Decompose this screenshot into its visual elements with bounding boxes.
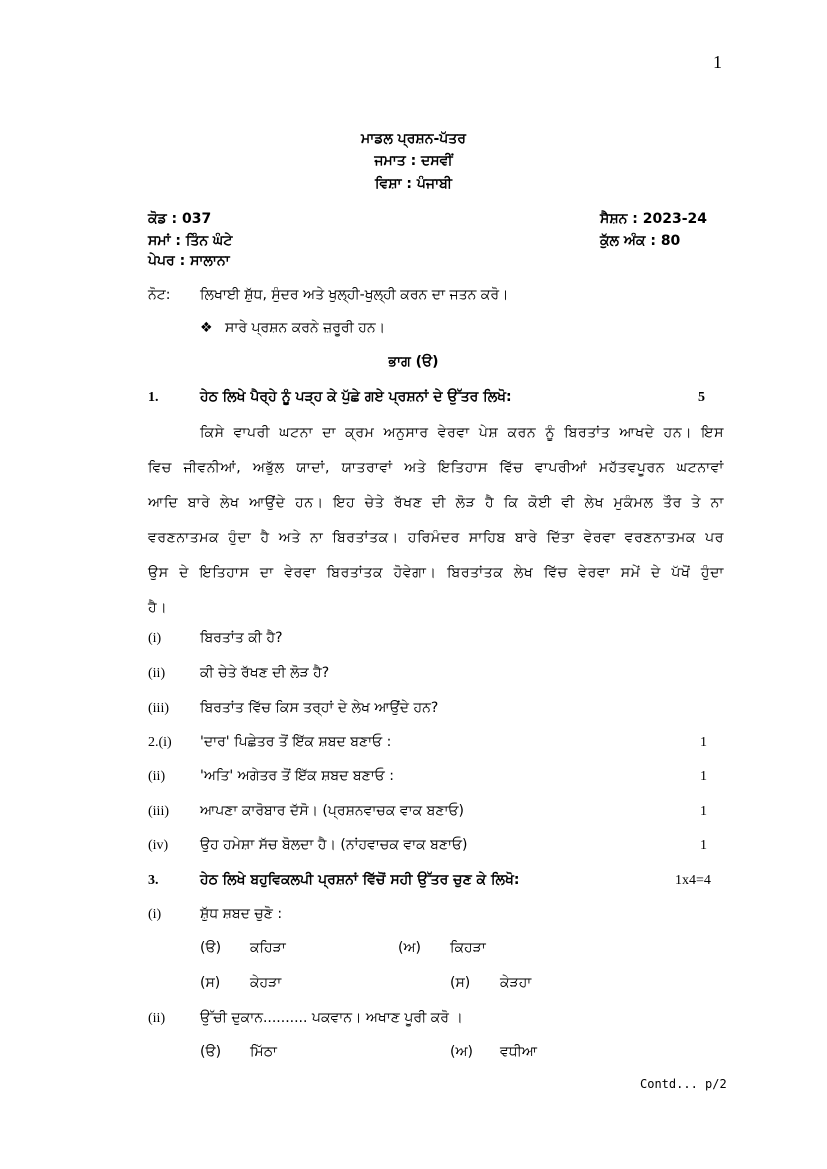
note-text: ਲਿਖਾਈ ਸ਼ੁੱਧ, ਸੁੰਦਰ ਅਤੇ ਖੁਲ੍ਹੀ-ਖੁਲ੍ਹੀ ਕਰਨ ਦਾ ਜਤਨ ਕਰੋ। (200, 287, 509, 303)
q2-text: ਉਹ ਹਮੇਸ਼ਾ ਸੱਚ ਬੋਲਦਾ ਹੈ। (ਨਾਂਹਵਾਚਕ ਵਾਕ ਬਣਾਓ) (200, 837, 468, 853)
option-label: (ੳ) (200, 940, 222, 956)
option-label: (ਅ) (398, 940, 421, 956)
q2-label: (iii) (148, 804, 169, 819)
option-label: (ਸ) (200, 975, 221, 991)
bullet-icon: ❖ (200, 320, 213, 336)
q2-label: (iv) (148, 838, 169, 853)
q3-text: ਹੇਠ ਲਿਖੇ ਬਹੁਵਿਕਲਪੀ ਪ੍ਰਸ਼ਨਾਂ ਵਿੱਚੋਂ ਸਹੀ ਉੱਤਰ ਚੁਣ ਕੇ ਲਿਖੋ: (200, 872, 520, 888)
q2-text: 'ਦਾਰ' ਪਿਛੇਤਰ ਤੋਂ ਇੱਕ ਸ਼ਬਦ ਬਣਾਓ : (200, 734, 392, 750)
paper-type: ਪੇਪਰ : ਸਾਲਾਨਾ (148, 253, 230, 269)
note-label: ਨੋਟ: (148, 287, 171, 303)
q1-sub-text: ਬਿਰਤਾਂਤ ਵਿੱਚ ਕਿਸ ਤਰ੍ਹਾਂ ਦੇ ਲੇਖ ਆਉਂਦੇ ਹਨ? (200, 700, 439, 716)
total-marks: ਕੁੱਲ ਅੰਕ : 80 (600, 233, 681, 249)
q2-text: 'ਅਤਿ' ਅਗੇਤਰ ਤੋਂ ਇੱਕ ਸ਼ਬਦ ਬਣਾਓ : (200, 768, 394, 784)
q3-marks: 1x4=4 (675, 873, 711, 888)
q2-label: (ii) (148, 769, 166, 784)
option-text: ਕੇੜਹਾ (500, 975, 532, 991)
page-number: 1 (713, 52, 722, 72)
q2-marks: 1 (700, 769, 707, 784)
q1-text: ਹੇਠ ਲਿਖੇ ਪੈਰ੍ਹੇ ਨੂੰ ਪੜ੍ਹ ਕੇ ਪੁੱਛੇ ਗਏ ਪ੍ਰਸ਼ਨਾਂ ਦੇ ਉੱਤਰ ਲਿਖੋ: (200, 389, 512, 405)
option-label: (ੳ) (200, 1044, 222, 1060)
option-text: ਕਹਿੜਾ (250, 940, 286, 956)
session: ਸੈਸ਼ਨ : 2023-24 (600, 211, 708, 227)
q3-number: 3. (148, 873, 159, 888)
continued-note: Contd... p/2 (640, 1077, 727, 1091)
q3-sub-label: (i) (148, 907, 162, 922)
q1-sub-label: (i) (148, 631, 162, 646)
q1-marks: 5 (698, 390, 705, 405)
subject-line: ਵਿਸ਼ਾ : ਪੰਜਾਬੀ (374, 176, 453, 192)
q2-marks: 1 (700, 735, 707, 750)
option-text: ਵਧੀਆ (500, 1044, 538, 1060)
q1-sub-text: ਕੀ ਚੇਤੇ ਰੱਖਣ ਦੀ ਲੋੜ ਹੈ? (200, 665, 330, 681)
q1-sub-label: (iii) (148, 701, 169, 716)
q1-sub-label: (ii) (148, 666, 166, 681)
note-bullet-text: ਸਾਰੇ ਪ੍ਰਸ਼ਨ ਕਰਨੇ ਜ਼ਰੂਰੀ ਹਨ। (225, 320, 386, 336)
q3-sub-text: ਉੱਚੀ ਦੁਕਾਨ.......... ਪਕਵਾਨ। ਅਖਾਣ ਪੂਰੀ ਕਰੋ । (200, 1010, 463, 1026)
paper-title: ਮਾਡਲ ਪ੍ਰਸ਼ਨ-ਪੱਤਰ (361, 131, 466, 147)
q1-sub-text: ਬਿਰਤਾਂਤ ਕੀ ਹੈ? (200, 630, 283, 646)
q2-label: 2.(i) (148, 735, 172, 750)
option-label: (ਸ) (450, 975, 471, 991)
paper-code: ਕੋਡ : 037 (148, 211, 212, 227)
q2-marks: 1 (700, 838, 707, 853)
q1-number: 1. (148, 390, 159, 405)
section-heading: ਭਾਗ (ੳ) (388, 354, 439, 370)
q3-sub-label: (ii) (148, 1011, 166, 1026)
option-label: (ਅ) (450, 1044, 473, 1060)
option-text: ਮਿੱਠਾ (250, 1044, 277, 1060)
q2-marks: 1 (700, 804, 707, 819)
q2-text: ਆਪਣਾ ਕਾਰੋਬਾਰ ਦੱਸੋ। (ਪ੍ਰਸ਼ਨਵਾਚਕ ਵਾਕ ਬਣਾਓ) (200, 803, 464, 819)
q1-passage: ਕਿਸੇ ਵਾਪਰੀ ਘਟਨਾ ਦਾ ਕ੍ਰਮ ਅਨੁਸਾਰ ਵੇਰਵਾ ਪੇਸ਼ ਕਰਨ ਨੂੰ ਬਿਰਤਾਂਤ ਆਖਦੇ ਹਨ। ਇਸ ਵਿਚ ਜੀਵਨੀਆਂ, ਅਭੁੱਲ ਯਾਦਾਂ, ਯਾਤਰਾਵਾਂ ਅਤੇ ਇਤਿਹਾਸ ਵਿੱਚ ਵਾਪਰੀਆਂ ਮਹੱਤਵਪੂਰਨ ਘਟਨਾਵਾਂ ਆਦਿ ਬਾਰੇ ਲੇਖ ਆਉਂਦੇ ਹਨ। ਇਹ ਚੇਤੇ ਰੱਖਣ ਦੀ ਲੋੜ ਹੈ ਕਿ ਕੋਈ ਵੀ ਲੇਖ ਮੁਕੰਮਲ ਤੌਰ ਤੇ ਨਾ ਵਰਣਨਾਤਮਕ ਹੁੰਦਾ ਹੈ ਅਤੇ ਨਾ ਬਿਰਤਾਂਤਕ। ਹਰਿਮੰਦਰ ਸਾਹਿਬ ਬਾਰੇ ਦਿੱਤਾ ਵੇਰਵਾ ਵਰਣਨਾਤਮਕ ਪਰ ਉਸ ਦੇ ਇਤਿਹਾਸ ਦਾ ਵੇਰਵਾ ਬਿਰਤਾਂਤਕ ਹੋਵੇਗਾ। ਬਿਰਤਾਂਤਕ ਲੇਖ ਵਿੱਚ ਵੇਰਵਾ ਸਮੇਂ ਦੇ ਪੱਖੋਂ ਹੁੰਦਾ ਹੈ। (148, 425, 724, 616)
option-text: ਕਿਹੜਾ (450, 940, 486, 956)
option-text: ਕੇਹੜਾ (250, 975, 282, 991)
time-allowed: ਸਮਾਂ : ਤਿੰਨ ਘੰਟੇ (148, 233, 233, 249)
q3-sub-text: ਸ਼ੁੱਧ ਸ਼ਬਦ ਚੁਣੋ : (200, 906, 283, 922)
class-line: ਜਮਾਤ : ਦਸਵੀਂ (374, 153, 453, 169)
